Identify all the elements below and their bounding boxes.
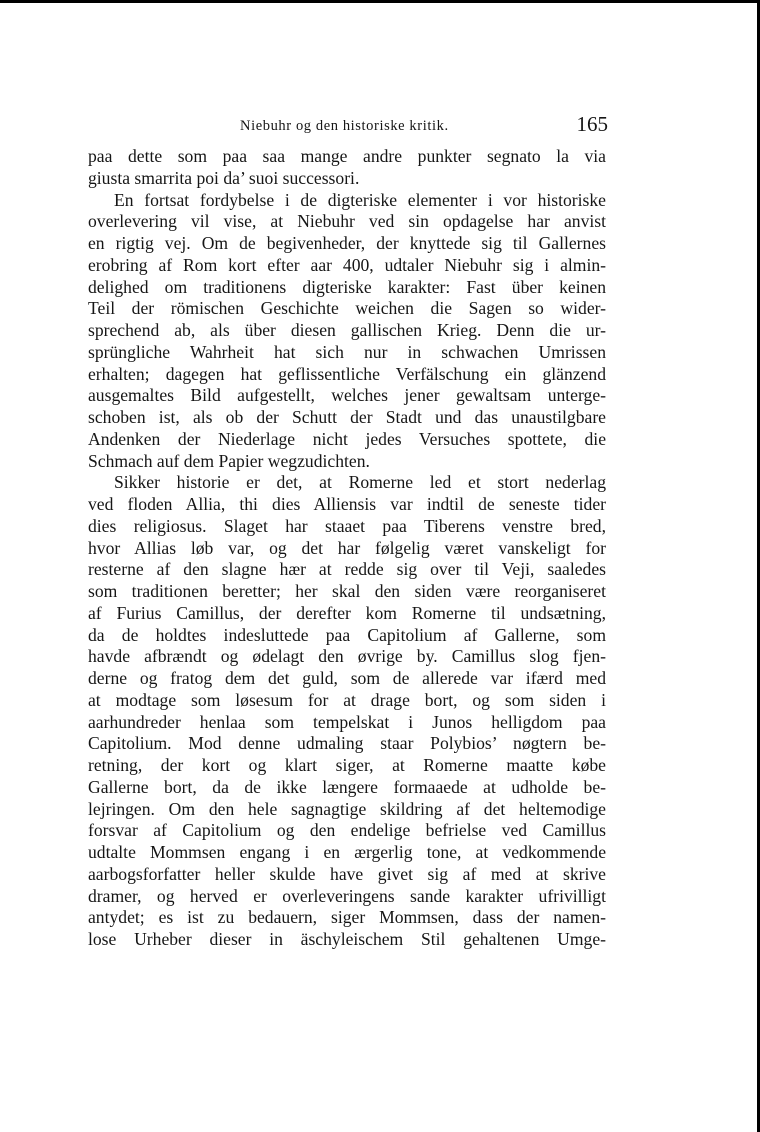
text-line: retning, der kort og klart siger, at Romerne maatte købe	[88, 755, 606, 775]
text-line: erhalten; dagegen hat geflissentliche Verfälschung ein glänzend	[88, 363, 606, 384]
running-title: Niebuhr og den historiske kritik.	[240, 118, 449, 134]
text-line: Capitolium. Mod denne udmaling staar Polybios’ nøgtern be-	[88, 733, 606, 754]
text-line: sprechend ab, als über diesen gallischen Krieg. Denn die ur-	[88, 320, 606, 340]
scan-border-top	[0, 0, 760, 3]
text-line: af Furius Camillus, der derefter kom Romerne til undsætning,	[88, 602, 606, 623]
text-line: Gallerne bort, da de ikke længere formaaede at udholde be-	[88, 776, 606, 797]
text-line: udtalte Mommsen engang i en ærgerlig tone, at vedkommende	[88, 842, 606, 862]
page-number: 165	[576, 112, 608, 136]
text-line: erobring af Rom kort efter aar 400, udtaler Niebuhr sig i almin-	[88, 254, 606, 275]
text-line: en rigtig vej. Om de begivenheder, der knyttede sig til Gallernes	[88, 233, 606, 253]
body-text	[88, 146, 606, 951]
text-line: forsvar af Capitolium og den endelige befrielse ved Camillus	[88, 820, 606, 841]
text-line: Andenken der Niederlage nicht jedes Versuches spottete, die	[88, 428, 606, 449]
text-line: ved floden Allia, thi dies Alliensis var indtil de seneste tider	[88, 494, 606, 514]
text-line: hvor Allias løb var, og det har følgelig været vanskeligt for	[88, 537, 606, 558]
text-line: delighed om traditionens digteriske karakter: Fast über keinen	[88, 276, 606, 297]
text-line: schoben ist, als ob der Schutt der Stadt und das unaustilgbare	[88, 407, 606, 427]
text-line: En fortsat fordybelse i de digteriske elementer i vor historiske	[114, 189, 606, 210]
text-line: lose Urheber dieser in äschyleischem Stil gehaltenen Umge-	[88, 929, 606, 949]
text-line: Schmach auf dem Papier wegzudichten.	[88, 450, 370, 471]
text-line: sprüngliche Wahrheit hat sich nur in schwachen Umrissen	[88, 341, 606, 362]
text-line: aarhundreder henlaa som tempelskat i Junos helligdom paa	[88, 711, 606, 732]
text-line: antydet; es ist zu bedauern, siger Mommsen, dass der namen-	[88, 907, 606, 928]
text-line: dramer, og herved er overleveringens sande karakter ufrivilligt	[88, 885, 606, 906]
text-line: dies religiosus. Slaget har staaet paa Tiberens venstre bred,	[88, 515, 606, 536]
text-line: ausgemaltes Bild aufgestellt, welches jener gewaltsam unterge-	[88, 385, 606, 406]
text-line: at modtage som løsesum for at drage bort, og som siden i	[88, 689, 606, 710]
text-line: da de holdtes indesluttede paa Capitolium af Gallerne, som	[88, 624, 606, 645]
text-line: havde afbrændt og ødelagt den øvrige by. Camillus slog fjen-	[88, 646, 606, 667]
text-line: aarbogsforfatter heller skulde have givet sig af med at skrive	[88, 863, 606, 884]
text-line: overlevering vil vise, at Niebuhr ved sin opdagelse har anvist	[88, 211, 606, 232]
text-line: som traditionen beretter; her skal den siden være reorganiseret	[88, 581, 606, 601]
text-line: lejringen. Om den hele sagnagtige skildring af det heltemodige	[88, 798, 606, 819]
text-line: paa dette som paa saa mange andre punkter segnato la via	[88, 146, 606, 166]
text-line: Sikker historie er det, at Romerne led et stort nederlag	[114, 472, 606, 493]
text-line: Teil der römischen Geschichte weichen die Sagen so wider-	[88, 298, 606, 319]
text-line: giusta smarrita poi da’ suoi successori.	[88, 167, 360, 188]
page-header	[88, 112, 610, 140]
text-line: derne og fratog dem det guld, som de allerede var ifærd med	[88, 668, 606, 688]
text-line: resterne af den slagne hær at redde sig over til Veji, saaledes	[88, 559, 606, 580]
